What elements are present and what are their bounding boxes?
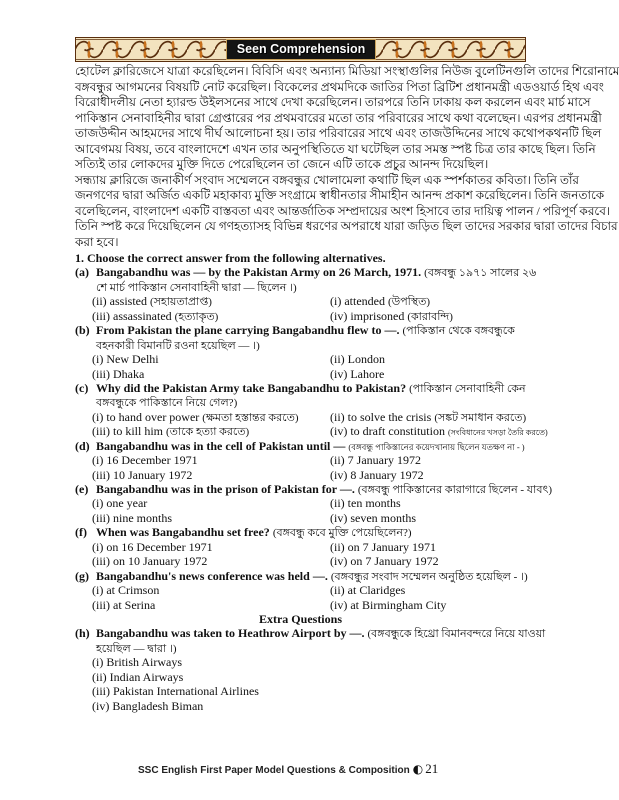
option bbox=[330, 453, 526, 467]
options-row bbox=[75, 511, 526, 525]
question-label: (a) bbox=[75, 265, 89, 280]
option-translation: (তাকে হত্যা করতে) bbox=[166, 426, 250, 439]
section-title: Seen Comprehension bbox=[226, 39, 376, 60]
passage-line: বঙ্গবন্ধুর আগমনের বিষয়টি নোট করেছিল। বিকেলের প্রথমদিকে জাতির পিতা ব্রিটিশ প্রধানমন্ত্রী এডওয়ার্ড হিথ এবং bbox=[75, 79, 604, 94]
page-footer bbox=[138, 760, 438, 778]
option-text: (iv) at Birmingham City bbox=[330, 597, 447, 612]
question-text: Bangabandhu was in the prison of Pakistan for —. bbox=[96, 482, 355, 496]
passage-line: তাজউদ্দীন আহমদের সাথে দীর্ঘ আলোচনা হয়। তার পরিবারের সাথে এবং তাজউদ্দিনের সাথে কথোপকথনটি ছিল bbox=[75, 126, 602, 140]
question-translation: (বঙ্গবন্ধু কবে মুক্তি পেয়েছিলেন?) bbox=[272, 527, 412, 540]
option-text: (i) 16 December 1971 bbox=[92, 453, 198, 468]
options-row bbox=[75, 684, 526, 698]
option-translation: (সঙ্কট সমাধান করতে) bbox=[434, 411, 527, 424]
option-translation: (সংবিধানের খসড়া তৈরি করতে) bbox=[447, 428, 548, 438]
question-row-h bbox=[75, 626, 546, 641]
question-row-e bbox=[75, 482, 552, 496]
option-text: (ii) London bbox=[330, 352, 385, 367]
option bbox=[92, 309, 327, 323]
option-text: (i) New Delhi bbox=[92, 352, 159, 367]
question-translation-continued bbox=[75, 641, 526, 655]
option-text: (iii) at Serina bbox=[92, 597, 156, 612]
options-row bbox=[75, 670, 526, 684]
page-number: 21 bbox=[425, 761, 439, 776]
options-row bbox=[75, 294, 526, 308]
option-text: (iv) seven months bbox=[330, 510, 416, 525]
question-row-f bbox=[75, 525, 526, 539]
option-text: (iv) imprisoned bbox=[330, 308, 405, 323]
question-text: Bangabandhu was taken to Heathrow Airport by —. bbox=[96, 626, 365, 641]
option-text: (iii) Dhaka bbox=[92, 366, 145, 381]
book-title: SSC English First Paper Model Questions & Composition bbox=[138, 765, 410, 776]
question-label: (c) bbox=[75, 380, 89, 395]
options-row bbox=[75, 598, 526, 612]
passage-line: হোটেল ক্লারিজেসে যাত্রা করেছিলেন। বিবিসি এবং অন্যান্য মিডিয়া সংস্থাগুলির নিউজ বুলেটিনগুলি তাদের শিরোনামে bbox=[75, 64, 619, 78]
option bbox=[92, 410, 327, 424]
option bbox=[330, 496, 526, 510]
options-row bbox=[75, 554, 526, 568]
option bbox=[92, 424, 327, 438]
option-text: (iii) on 10 January 1972 bbox=[92, 554, 208, 569]
question-translation: (পাকিস্তান সেনাবাহিনী কেন bbox=[409, 382, 526, 395]
option-text: (i) one year bbox=[92, 496, 148, 511]
option-translation: (ক্ষমতা হস্তান্তর করতে) bbox=[202, 411, 299, 424]
extra-questions-heading: Extra Questions bbox=[258, 611, 342, 626]
question-text: Bangabandhu was — by the Pakistan Army on 26 March, 1971. bbox=[96, 265, 422, 280]
option-text: (ii) on 7 January 1971 bbox=[330, 539, 436, 554]
option bbox=[330, 410, 526, 424]
option bbox=[330, 309, 526, 323]
question-label: (b) bbox=[75, 323, 90, 338]
option bbox=[92, 670, 522, 684]
option-text: (ii) ten months bbox=[330, 496, 401, 511]
question-translation: (বঙ্গবন্ধু পাকিস্তানের কয়েদখানায় ছিলেন যতক্ষণ না - ) bbox=[348, 441, 525, 452]
question-translation-continued bbox=[75, 338, 526, 352]
option bbox=[92, 511, 327, 525]
passage-line: তিনি স্পষ্ট করে দিয়েছিলেন যে গণহত্যাসহ বিভিন্ন ধরণের অপরাধে যারা জড়িত ছিল তাদের সরকার দ্বারা তাদের বিচার bbox=[75, 219, 618, 233]
question-label: (f) bbox=[75, 525, 87, 540]
option bbox=[92, 655, 522, 669]
option-text: (i) on 16 December 1971 bbox=[92, 539, 213, 554]
question-row-g bbox=[75, 569, 526, 583]
option-text: (iv) on 7 January 1972 bbox=[330, 554, 439, 569]
option-text: (i) to hand over power bbox=[92, 409, 200, 424]
option-text: (iii) nine months bbox=[92, 510, 172, 525]
options-row bbox=[75, 540, 526, 554]
option bbox=[330, 554, 526, 568]
question-row-c bbox=[75, 381, 526, 395]
passage-line: পাকিস্তান সেনাবাহিনীর দ্বারা গ্রেপ্তারের পর প্রথমবারের মতো তার পরিবারের সাথে কথা বলেছেন। এরপর প্রধানমন্ত্রী bbox=[75, 110, 602, 125]
option-text: (iv) to draft constitution bbox=[330, 424, 445, 439]
question-row-a bbox=[75, 265, 537, 280]
question-text: Bangabandhu's news conference was held —. bbox=[96, 568, 328, 583]
question-row-b bbox=[75, 323, 526, 337]
passage-line: বিরোধীদলীয় নেতা হ্যারল্ড উইলসনের সাথে দেখা করেছিলেন। তারপরে তিনি ঢাকায় কল করলেন এবং মার্চ মাসে bbox=[75, 95, 591, 109]
question-translation: (বঙ্গবন্ধুর সংবাদ সম্মেলন অনুষ্ঠিত হয়েছিল - ।) bbox=[330, 570, 528, 583]
option-text: (iii) Pakistan International Airlines bbox=[92, 684, 259, 699]
question-label: (g) bbox=[75, 568, 89, 583]
option-text: (iv) 8 January 1972 bbox=[330, 467, 424, 482]
option bbox=[330, 468, 526, 482]
option bbox=[92, 699, 522, 713]
option-text: (iv) Bangladesh Biman bbox=[92, 698, 204, 713]
option bbox=[330, 540, 526, 554]
option-text: (ii) 7 January 1972 bbox=[330, 453, 421, 468]
options-row bbox=[75, 655, 526, 669]
option-text: (i) attended bbox=[330, 294, 385, 309]
option-text: (i) British Airways bbox=[92, 655, 182, 670]
option-text: (iii) assassinated bbox=[92, 308, 172, 323]
option bbox=[330, 294, 526, 308]
exercise-heading: 1. Choose the correct answer from the following alternatives. bbox=[75, 251, 386, 265]
question-translation: (পাকিস্তান থেকে বঙ্গবন্ধুকে bbox=[402, 325, 515, 338]
option bbox=[330, 583, 526, 597]
option-translation: (কারাবন্দি) bbox=[407, 310, 453, 323]
question-text: Bangabandhu was in the cell of Pakistan until — bbox=[96, 438, 346, 453]
option bbox=[92, 583, 327, 597]
option bbox=[92, 468, 327, 482]
option bbox=[92, 684, 522, 698]
question-label: (e) bbox=[75, 482, 89, 496]
options-row bbox=[75, 468, 526, 482]
option bbox=[92, 294, 327, 308]
question-text: Why did the Pakistan Army take Bangabandhu to Pakistan? bbox=[96, 380, 407, 395]
options-row bbox=[75, 352, 526, 366]
question-translation-continued bbox=[75, 395, 526, 409]
question-translation: বহনকারী বিমানটি রওনা হয়েছিল — ।) bbox=[96, 339, 260, 352]
option bbox=[92, 367, 327, 381]
option-translation: (উপস্থিত) bbox=[387, 296, 431, 309]
option bbox=[92, 453, 327, 467]
options-row bbox=[75, 309, 526, 323]
question-text: From Pakistan the plane carrying Bangabandhu flew to —. bbox=[96, 323, 400, 338]
option-translation: (সহায়তাপ্রাপ্ত) bbox=[150, 296, 212, 309]
option-translation: (হত্যাকৃত) bbox=[174, 310, 219, 323]
option bbox=[92, 352, 327, 366]
option bbox=[330, 598, 526, 612]
options-row bbox=[75, 424, 548, 439]
passage-line: বলেছিলেন, বাংলাদেশ একটি বাস্তবতা এবং আন্তর্জাতিক সম্প্রদায়ের অংশ হিসাবে তার দায়িত্ব পালন / পরিপূর্ণ করবে। bbox=[75, 203, 611, 218]
passage-line: করা হবে। bbox=[75, 234, 119, 249]
question-translation: হয়েছিল — দ্বারা ।) bbox=[96, 642, 177, 655]
options-row bbox=[75, 367, 526, 381]
options-row bbox=[75, 410, 526, 424]
option bbox=[330, 511, 526, 525]
question-translation-continued bbox=[75, 280, 526, 294]
option bbox=[92, 554, 327, 568]
exercise bbox=[75, 251, 552, 714]
option bbox=[92, 540, 327, 554]
question-label: (d) bbox=[75, 438, 90, 453]
option-text: (iii) 10 January 1972 bbox=[92, 467, 193, 482]
question-translation: (বঙ্গবন্ধু পাকিস্তানের কারাগারে ছিলেন - যাবৎ) bbox=[357, 484, 552, 496]
options-row bbox=[75, 496, 526, 510]
question-label: (h) bbox=[75, 626, 90, 641]
option bbox=[92, 598, 327, 612]
options-row bbox=[75, 583, 526, 597]
option-text: (iii) to kill him bbox=[92, 424, 163, 439]
option-text: (i) at Crimson bbox=[92, 583, 160, 598]
option-text: (ii) Indian Airways bbox=[92, 669, 184, 684]
question-translation: (বঙ্গবন্ধুকে হিথ্রো বিমানবন্দরে নিয়ে যাওয়া bbox=[367, 628, 546, 641]
options-row bbox=[75, 699, 526, 713]
option-text: (iv) Lahore bbox=[330, 366, 385, 381]
question-row-d bbox=[75, 439, 526, 453]
option bbox=[330, 424, 548, 439]
option bbox=[92, 496, 327, 510]
question-text: When was Bangabandhu set free? bbox=[96, 525, 270, 540]
section-banner bbox=[75, 37, 526, 62]
passage-line: সত্যিই তার লোকদের মুক্তি দিতে পেরেছিলেন তা জেনে এটি তাকে প্রচুর আনন্দ দিয়েছিল। bbox=[75, 157, 489, 171]
question-translation: শে মার্চ পাকিস্তান সেনাবাহিনী দ্বারা — ছিলেন ।) bbox=[96, 281, 297, 294]
option-text: (ii) assisted bbox=[92, 294, 147, 309]
passage bbox=[75, 64, 619, 250]
passage-line: জনগণের দ্বারা অর্জিত একটি মহাকাব্য মুক্তি সংগ্রামে স্বাধীনতার সীমাহীন আনন্দ প্রকাশ করেছিলেন। তিনি জনতাকে bbox=[75, 188, 605, 202]
option-text: (ii) at Claridges bbox=[330, 583, 406, 598]
option bbox=[330, 367, 526, 381]
question-translation: (বঙ্গবন্ধু ১৯৭১ সালের ২৬ bbox=[424, 267, 537, 280]
options-row bbox=[75, 453, 526, 467]
option bbox=[330, 352, 526, 366]
passage-line: আবেগময় বিষয়, তবে বাংলাদেশে এখন তার অনুপস্থিতিতে যা ঘটেছিল তার সমস্ত স্পষ্ট চিত্র তার কাছে ছিল। তিনি bbox=[75, 141, 596, 156]
passage-line: সন্ধ্যায় ক্লারিজে জনাকীর্ণ সংবাদ সম্মেলনে বঙ্গবন্ধুর খোলামেলা কথাটি ছিল এক স্পর্শকাতর কবিতা। তিনি তাঁর bbox=[75, 172, 580, 187]
half-circle-icon: ◐ bbox=[412, 762, 424, 776]
option-text: (ii) to solve the crisis bbox=[330, 409, 432, 424]
question-translation: বঙ্গবন্ধুকে পাকিস্তানে নিয়ে গেল?) bbox=[96, 397, 238, 410]
